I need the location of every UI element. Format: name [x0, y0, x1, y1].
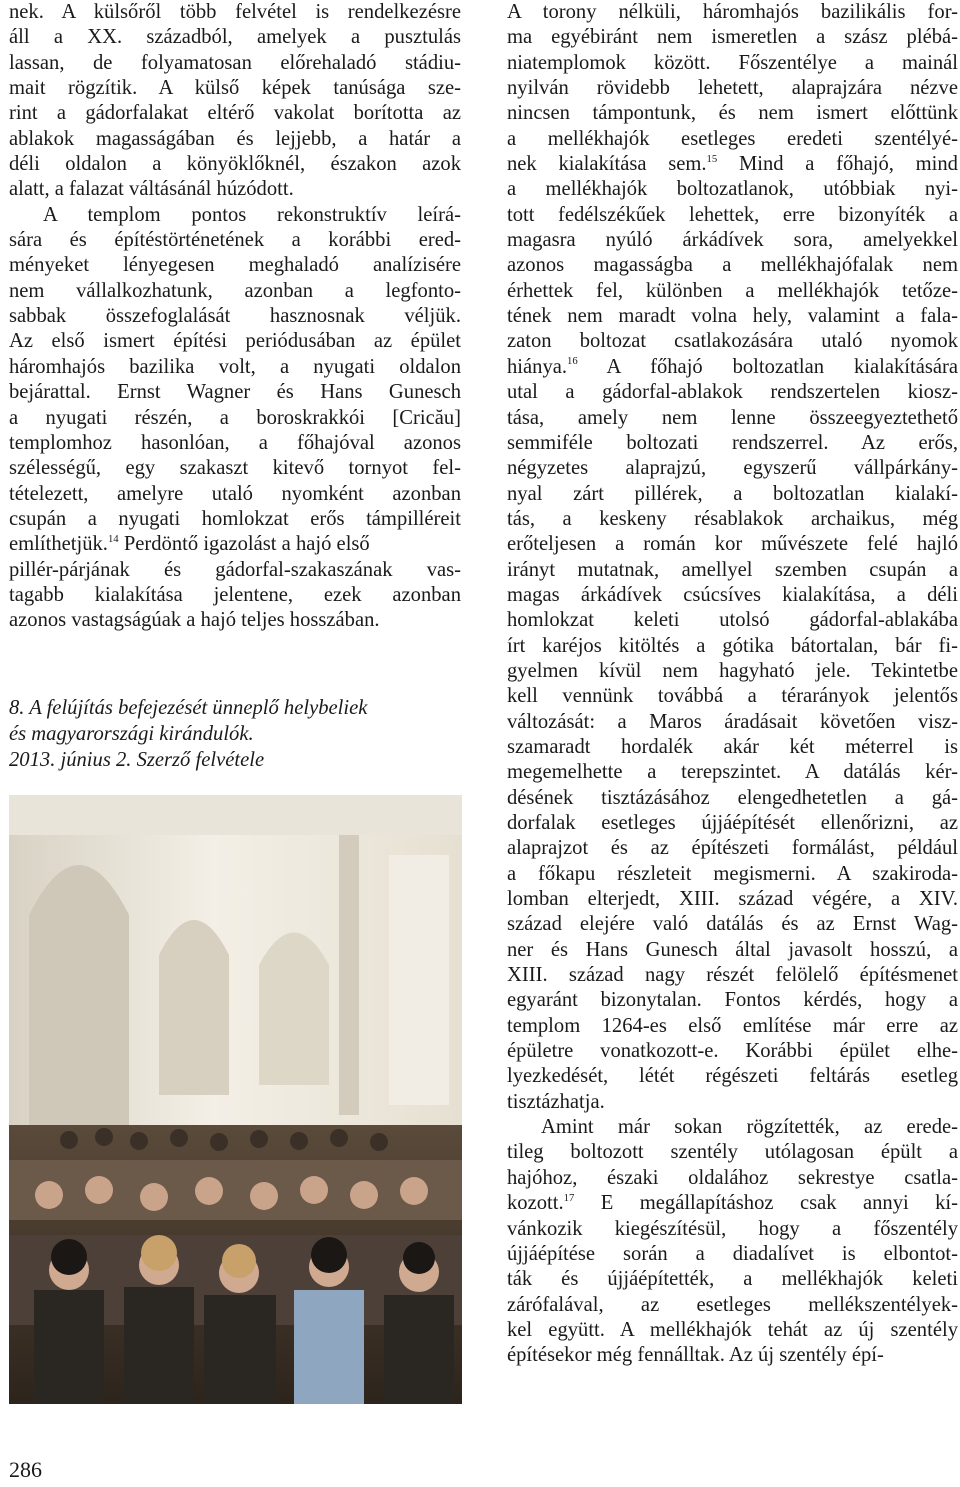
- text-line: niatemplomok között. Főszentélye a mainál: [507, 51, 958, 74]
- text-line: a főkapu részleteit megismerni. A szakiroda-: [507, 862, 958, 885]
- footnote-ref-17: 17: [563, 1191, 575, 1204]
- text-line: Az első ismert építési periódusában az épület: [9, 330, 461, 353]
- text-line: sabbak összefoglalását hasznosnak véljük.: [9, 305, 461, 328]
- text-line: gyelmen kívül nem hagyható jele. Tekintetbe: [507, 659, 958, 682]
- text-line: [507, 152, 958, 177]
- text-line: magasra nyúló árkádívek sora, amelyekkel: [507, 229, 958, 252]
- text-line: épületre vonatkozott-e. Korábbi épület elhe-: [507, 1040, 958, 1063]
- text-line: rint a gádorfalakat eltérő vakolat borította az: [9, 102, 461, 125]
- text-line: lassan, de folyamatosan előrehaladó stádiu-: [9, 51, 461, 74]
- text-line: bejárattal. Ernst Wagner és Hans Gunesch: [9, 381, 461, 404]
- footnote-ref-16: 16: [567, 355, 578, 368]
- text-line: tás, a keskeny résablakok archaikus, még: [507, 507, 958, 530]
- caption-line: és magyarországi kirándulók.: [9, 723, 254, 745]
- text-line: tének nem maradt volna hely, valamint a fala-: [507, 305, 958, 328]
- text-segment: Mind a főhajó, mind: [738, 153, 958, 176]
- text-line: utal a gádorfal-ablakok rendszertelen kiosz-: [507, 381, 958, 404]
- text-line: nyal zárt pillérek, a boltozatlan kialakí-: [507, 482, 958, 505]
- text-line: [9, 532, 461, 557]
- figure-caption: [9, 695, 461, 773]
- text-line: csupán a nyugati homlokzat erős támpilléreit: [9, 507, 461, 530]
- text-line: vánkozik kiegészítésül, hogy a főszentély: [507, 1217, 958, 1240]
- text-line: írt karéjos kitöltés a gótika bátortalan, bár fi-: [507, 634, 958, 657]
- text-line: tott fedélszékűek lehettek, erre bizonyíték a: [507, 203, 958, 226]
- text-line: dorfalak esetleges újjáépítését ellenőrizni, az: [507, 812, 958, 834]
- text-line: [507, 355, 958, 380]
- text-segment: hiánya.: [507, 355, 568, 378]
- right-column: [507, 0, 958, 1369]
- text-line: [507, 1191, 958, 1216]
- text-segment: A főhajó boltozatlan kialakítására: [606, 355, 958, 378]
- text-line: a nyugati részén, a boroskrakkói [Cricău]: [9, 406, 461, 429]
- text-line: lomban elterjedt, XIII. század végére, a XIV.: [507, 888, 958, 911]
- text-segment: E megállapításhoz csak annyi kí-: [600, 1192, 958, 1215]
- text-line: semmiféle boltozati rendszerrel. Az erős,: [507, 431, 958, 454]
- church-interior-crowd-photo: [9, 795, 462, 1404]
- text-line: zaton boltozat csatlakozására utaló nyomok: [507, 330, 958, 353]
- footnote-ref-14: 14: [107, 532, 119, 545]
- text-line: szélességű, egy szakaszt kitevő tornyot fel-: [9, 457, 461, 480]
- text-line: zárófalával, az esetleges mellékszentélyek-: [507, 1293, 958, 1316]
- text-line: ményeket lényegesen meghaladó analízisére: [9, 254, 461, 277]
- text-line: magas árkádívek csúcsíves kialakítása, a déli: [507, 583, 958, 606]
- text-line: pillér-párjának és gádorfal-szakaszának vas-: [9, 558, 461, 581]
- text-line: kel együtt. A mellékhajók tehát az új szentély: [507, 1318, 958, 1341]
- text-line: Amint már sokan rögzítették, az erede-: [541, 1116, 958, 1139]
- page-number: 286: [9, 1457, 42, 1482]
- text-line: ner és Hans Gunesch által javasolt hosszú, a: [507, 938, 958, 961]
- text-line: érhettek fel, különben a mellékhajók tetőze-: [507, 279, 958, 302]
- text-line: nek. A külsőről több felvétel is rendelkezésre: [9, 1, 461, 23]
- text-line: a mellékhajók esetleges eredeti szentélyé-: [507, 127, 958, 150]
- left-column: [9, 0, 461, 634]
- text-line: áll a XX. századból, amelyek a pusztulás: [9, 26, 461, 49]
- text-line: újjáépítése során a diadalívet is elbontot-: [507, 1242, 958, 1265]
- text-line: templomhoz hasonlóan, a főhajóval azonos: [9, 431, 461, 454]
- text-line: a mellékhajók boltozatlanok, utóbbiak nyi-: [507, 178, 958, 201]
- text-line: ma egyébiránt nem ismeretlen a szász plébá-: [507, 26, 958, 49]
- text-line: nyilván rövidebb lehetett, alaprajzára nézve: [507, 77, 958, 100]
- text-line: négyzetes alaprajzú, egyszerű vállpárkány-: [507, 457, 958, 480]
- text-line: tagabb kialakítása jelentene, ezek azonban: [9, 583, 461, 606]
- text-line: tisztázhatja.: [507, 1090, 605, 1113]
- text-line: ablakok magasságában és lejjebb, a határ a: [9, 127, 461, 150]
- text-line: erőteljesen a román kor művészete felé hajló: [507, 533, 958, 556]
- footnote-ref-15: 15: [706, 152, 718, 165]
- text-line: tása, amely nem lenne összeegyeztethető: [507, 406, 958, 429]
- text-line: ták és újjáépítették, a mellékhajók keleti: [507, 1268, 958, 1291]
- text-line: építésekor még fennálltak. Az új szentély épí-: [507, 1344, 884, 1367]
- text-line: mait rögzítik. A külső képek tanúsága sze-: [9, 77, 461, 100]
- text-line: templom 1264-es első említése már erre az: [507, 1014, 958, 1037]
- text-line: megemelhette a terepszintet. A datálás kér-: [507, 761, 958, 784]
- church-interior-photo: [9, 795, 462, 1404]
- text-line: alatt, a falazat váltásánál húzódott.: [9, 178, 294, 201]
- text-segment: nek kialakítása sem.: [507, 153, 707, 176]
- text-line: A templom pontos rekonstruktív leírá-: [43, 203, 461, 226]
- text-line: tileg boltozott szentély utólagosan épült a: [507, 1141, 958, 1164]
- text-line: déli oldalon a könyöklőknél, északon azok: [9, 153, 461, 176]
- text-segment: kozott.: [507, 1192, 564, 1215]
- text-line: tételezett, amelyre utaló nyomként azonban: [9, 482, 461, 505]
- text-line: lyezkedését, létét régészeti feltárás esetleg: [507, 1065, 958, 1088]
- caption-line: 8. A felújítás befejezését ünneplő helybeliek: [9, 697, 368, 719]
- text-line: alaprajzot és az építészeti formálást, például: [507, 837, 958, 860]
- text-line: homlokzat keleti utolsó gádorfal-ablakába: [507, 609, 958, 632]
- text-line: szamaradt hordalék akár két méterrel is: [507, 735, 958, 758]
- text-line: nem vállalkozhatunk, azonban a legfonto-: [9, 279, 461, 302]
- text-segment: Perdöntő igazolást a hajó első: [123, 533, 370, 556]
- text-line: azonos vastagságúak a hajó teljes hosszában.: [9, 609, 380, 632]
- text-line: sára és építéstörténetének a korábbi ered-: [9, 229, 461, 252]
- text-line: nincsen támpontunk, és nem ismert előttünk: [507, 102, 958, 125]
- text-line: hajóhoz, északi oldalához sekrestye csatla-: [507, 1166, 958, 1189]
- text-line: kell vennünk továbbá a térarányok jelentős: [507, 685, 958, 708]
- text-line: azonos magasságba a mellékhajófalak nem: [507, 254, 958, 277]
- text-line: irányt mutatnak, amellyel szemben csupán a: [507, 558, 958, 581]
- text-line: désének tisztázásához elengedhetetlen a gá-: [507, 786, 958, 809]
- text-line: A torony nélküli, háromhajós bazilikális for-: [507, 1, 958, 23]
- text-line: változását: a Maros áradásait követően visz-: [507, 710, 958, 733]
- text-line: egyaránt bizonytalan. Fontos kérdés, hogy a: [507, 989, 958, 1012]
- text-segment: említhetjük.: [9, 533, 108, 556]
- text-line: század elejére való datálás és az Ernst Wag-: [507, 913, 958, 936]
- caption-line: 2013. június 2. Szerző felvétele: [9, 749, 265, 771]
- text-line: XIII. század nagy részét felölelő építésmenet: [507, 964, 958, 987]
- text-line: háromhajós bazilika volt, a nyugati oldalon: [9, 355, 461, 378]
